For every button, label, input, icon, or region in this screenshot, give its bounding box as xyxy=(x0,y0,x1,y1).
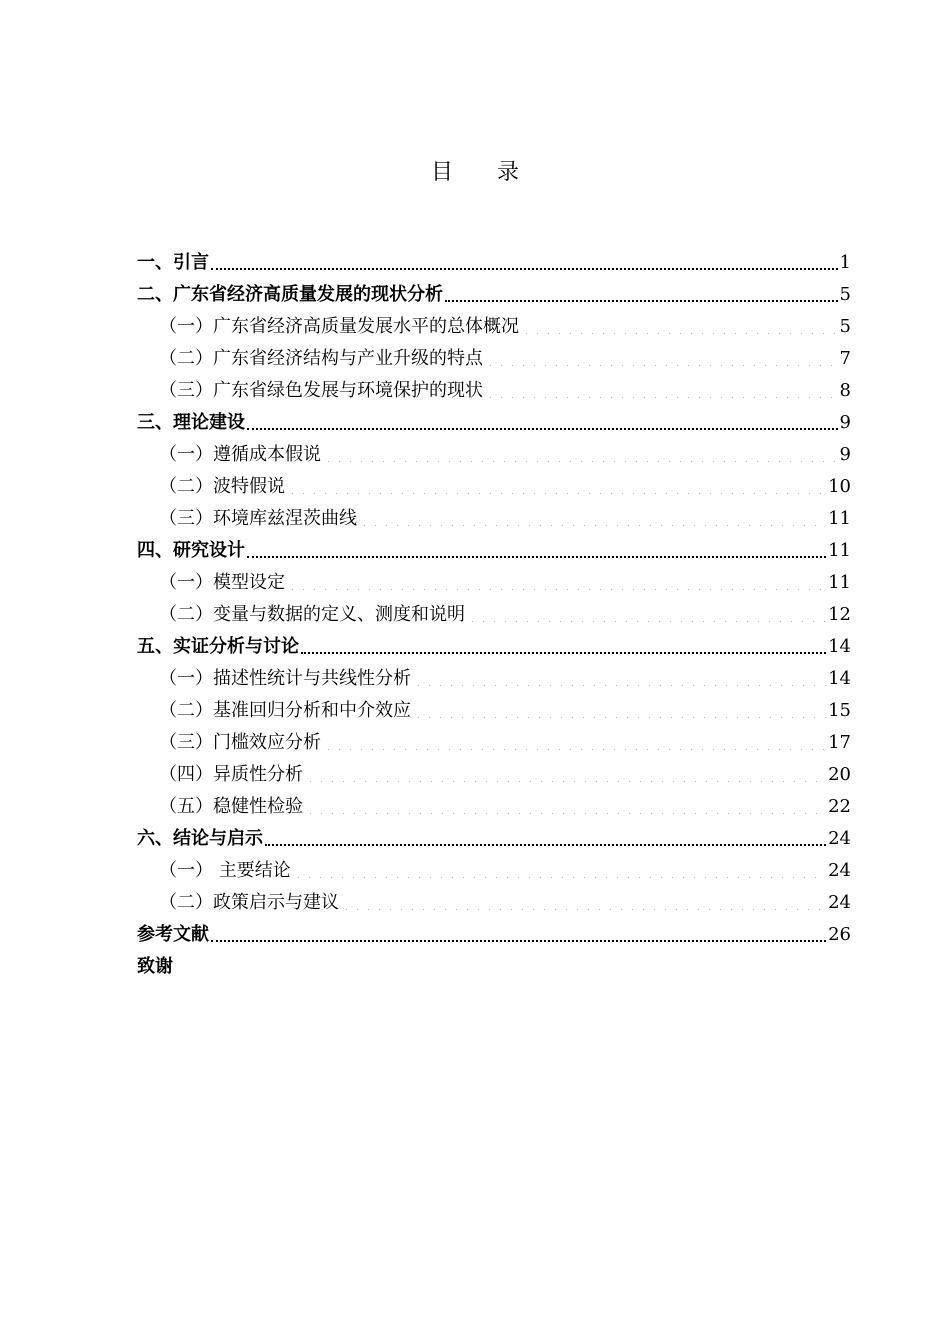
toc-chapter-entry[interactable] xyxy=(137,824,851,856)
toc-section-entry[interactable] xyxy=(137,664,851,696)
toc-entry-text: （三）环境库兹涅茨曲线 xyxy=(159,508,357,529)
toc-dot-leader xyxy=(211,254,838,270)
toc-page-number: 5 xyxy=(839,316,851,337)
toc-chapter-entry[interactable] xyxy=(137,280,851,312)
toc-entry-text: （一）广东省经济高质量发展水平的总体概况 xyxy=(159,316,519,337)
toc-dot-leader xyxy=(485,352,838,366)
toc-entry-text: （五）稳健性检验 xyxy=(159,796,303,817)
toc-page-number: 10 xyxy=(828,476,851,497)
toc-dot-leader xyxy=(287,576,826,590)
toc-entry-text: （二）波特假说 xyxy=(159,476,285,497)
toc-page-number: 15 xyxy=(828,700,851,721)
toc-page-number: 22 xyxy=(828,796,851,817)
toc-page-number: 1 xyxy=(839,252,851,273)
toc-section-entry[interactable] xyxy=(137,344,851,376)
toc-page-number: 26 xyxy=(828,924,851,945)
toc-dot-leader xyxy=(413,672,826,686)
toc-page-number: 11 xyxy=(828,540,851,561)
toc-page-number: 7 xyxy=(839,348,851,369)
toc-entry-text: 四、研究设计 xyxy=(137,540,245,561)
toc-dot-leader xyxy=(265,830,826,846)
toc-entry-text: （二）变量与数据的定义、测度和说明 xyxy=(159,604,465,625)
toc-dot-leader xyxy=(467,608,826,622)
toc-section-entry[interactable] xyxy=(137,568,851,600)
toc-section-entry[interactable] xyxy=(137,504,851,536)
toc-chapter-entry[interactable] xyxy=(137,248,851,280)
toc-section-entry[interactable] xyxy=(137,888,851,920)
toc-section-entry[interactable] xyxy=(137,856,851,888)
toc-page-number: 17 xyxy=(828,732,851,753)
toc-entry-text: （二）基准回归分析和中介效应 xyxy=(159,700,411,721)
toc-page-number: 24 xyxy=(828,892,851,913)
toc-dot-leader xyxy=(247,542,826,558)
toc-page-number: 8 xyxy=(839,380,851,401)
toc-entry-text: 三、理论建设 xyxy=(137,412,245,433)
toc-page-number: 14 xyxy=(828,636,851,657)
toc-chapter-entry[interactable] xyxy=(137,536,851,568)
toc-page-number: 5 xyxy=(839,284,851,305)
toc-page-number: 11 xyxy=(828,508,851,529)
toc-entry-text: （一） 主要结论 xyxy=(159,860,291,881)
toc-page-number: 20 xyxy=(828,764,851,785)
toc-chapter-entry[interactable] xyxy=(137,920,851,952)
toc-entry-text: （四）异质性分析 xyxy=(159,764,303,785)
toc-dot-leader xyxy=(293,864,826,878)
toc-dot-leader xyxy=(485,384,838,398)
toc-entry-text: 六、结论与启示 xyxy=(137,828,263,849)
toc-page-number: 9 xyxy=(839,412,851,433)
toc-section-entry[interactable] xyxy=(137,696,851,728)
toc-dot-leader xyxy=(301,638,826,654)
toc-page-number: 9 xyxy=(839,444,851,465)
toc-section-entry[interactable] xyxy=(137,376,851,408)
toc-title xyxy=(0,158,950,188)
toc-section-entry[interactable] xyxy=(137,440,851,472)
toc-entry-text: （一）描述性统计与共线性分析 xyxy=(159,668,411,689)
toc-dot-leader xyxy=(445,286,838,302)
toc-entry-text: （三）广东省绿色发展与环境保护的现状 xyxy=(159,380,483,401)
toc-dot-leader xyxy=(341,896,826,910)
table-of-contents xyxy=(137,248,851,984)
toc-entry-text: 致谢 xyxy=(137,956,173,977)
toc-section-entry[interactable] xyxy=(137,792,851,824)
toc-entry-text: （三）门槛效应分析 xyxy=(159,732,321,753)
toc-section-entry[interactable] xyxy=(137,600,851,632)
toc-dot-leader xyxy=(413,704,826,718)
toc-page-number: 11 xyxy=(828,572,851,593)
toc-section-entry[interactable] xyxy=(137,312,851,344)
toc-entry-text: （一）模型设定 xyxy=(159,572,285,593)
toc-dot-leader xyxy=(247,414,838,430)
toc-entry-text: （二）政策启示与建议 xyxy=(159,892,339,913)
toc-page-number: 12 xyxy=(828,604,851,625)
toc-dot-leader xyxy=(305,800,826,814)
toc-page-number: 14 xyxy=(828,668,851,689)
toc-dot-leader xyxy=(521,320,838,334)
toc-dot-leader xyxy=(323,736,826,750)
toc-entry-text: 一、引言 xyxy=(137,252,209,273)
toc-entry-text: 参考文献 xyxy=(137,924,209,945)
toc-dot-leader xyxy=(211,926,826,942)
toc-chapter-entry[interactable] xyxy=(137,952,851,984)
toc-section-entry[interactable] xyxy=(137,472,851,504)
toc-entry-text: 五、实证分析与讨论 xyxy=(137,636,299,657)
toc-dot-leader xyxy=(305,768,826,782)
toc-chapter-entry[interactable] xyxy=(137,632,851,664)
toc-dot-leader xyxy=(287,480,826,494)
toc-chapter-entry[interactable] xyxy=(137,408,851,440)
toc-entry-text: （一）遵循成本假说 xyxy=(159,444,321,465)
toc-dot-leader xyxy=(323,448,838,462)
toc-page-number: 24 xyxy=(828,860,851,881)
toc-title-char-2: 录 xyxy=(497,160,520,185)
toc-entry-text: （二）广东省经济结构与产业升级的特点 xyxy=(159,348,483,369)
toc-section-entry[interactable] xyxy=(137,760,851,792)
toc-page-number: 24 xyxy=(828,828,851,849)
toc-entry-text: 二、广东省经济高质量发展的现状分析 xyxy=(137,284,443,305)
toc-dot-leader xyxy=(359,512,826,526)
toc-section-entry[interactable] xyxy=(137,728,851,760)
toc-title-char-1: 目 xyxy=(430,160,453,185)
